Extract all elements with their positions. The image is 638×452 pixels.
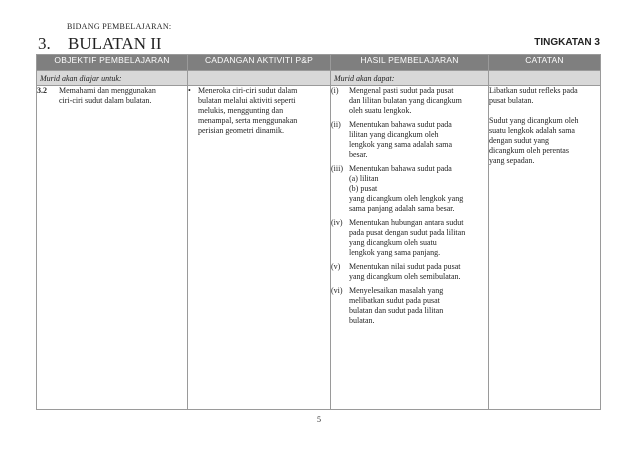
- outcome-item: [331, 164, 488, 214]
- note-paragraph: [489, 86, 600, 106]
- outcome-line: Menentukan bahawa sudut pada: [349, 164, 452, 173]
- activity-line: melukis, menggunting dan: [198, 106, 284, 115]
- learning-area-label: BIDANG PEMBELAJARAN:: [67, 22, 172, 31]
- outcome-numeral: (iv): [331, 218, 343, 227]
- outcome-line: yang dicangkum oleh lengkok yang: [349, 194, 464, 203]
- outcome-item: [331, 262, 488, 282]
- outcome-item: [331, 86, 488, 116]
- objective-number: 3.2: [37, 86, 47, 95]
- column-header-notes: CATATAN: [489, 55, 601, 71]
- outcome-line: Menentukan bahawa sudut pada: [349, 120, 452, 129]
- outcome-line: sama panjang adalah sama besar.: [349, 204, 455, 213]
- outcome-item: [331, 218, 488, 258]
- syllabus-table: [36, 54, 601, 410]
- subheader-empty: [489, 71, 601, 86]
- page-number: 5: [317, 415, 321, 424]
- outcome-line: Mengenal pasti sudut pada pusat: [349, 86, 454, 95]
- outcome-line: bulatan.: [349, 316, 375, 325]
- activity-cell: [188, 86, 331, 410]
- objective-line: Memahami dan menggunakan: [59, 86, 156, 95]
- outcomes-cell: [331, 86, 489, 410]
- outcome-line: Menentukan hubungan antara sudut: [349, 218, 464, 227]
- outcome-line: yang dicangkum oleh suatu: [349, 238, 437, 247]
- bullet-icon: •: [188, 86, 191, 95]
- activity-line: perisian geometri dinamik.: [198, 126, 284, 135]
- column-header-activity: CADANGAN AKTIVITI P&P: [188, 55, 331, 71]
- column-header-outcome: HASIL PEMBELAJARAN: [331, 55, 489, 71]
- outcome-line: oleh suatu lengkok.: [349, 106, 412, 115]
- outcome-numeral: (iii): [331, 164, 343, 173]
- objective-cell: [37, 86, 188, 410]
- activity-line: bulatan melalui aktiviti seperti: [198, 96, 296, 105]
- note-line: Libatkan sudut refleks pada: [489, 86, 578, 95]
- objective-line: ciri-ciri sudut dalam bulatan.: [59, 96, 152, 105]
- subheader-empty: [188, 71, 331, 86]
- subheader-able: Murid akan dapat:: [331, 71, 489, 86]
- topic-title: BULATAN II: [68, 34, 162, 53]
- topic-number: 3.: [38, 34, 51, 53]
- outcome-line: Menentukan nilai sudut pada pusat: [349, 262, 461, 271]
- outcome-item: [331, 286, 488, 326]
- outcome-line: pada pusat dengan sudut pada lilitan: [349, 228, 466, 237]
- outcome-numeral: (ii): [331, 120, 341, 129]
- outcome-line: (b) pusat: [349, 184, 378, 193]
- outcome-numeral: (i): [331, 86, 339, 95]
- outcome-line: (a) lilitan: [349, 174, 379, 183]
- note-line: dicangkum oleh perentas: [489, 146, 569, 155]
- outcome-line: Menyelesaikan masalah yang: [349, 286, 444, 295]
- note-paragraph: [489, 116, 600, 166]
- outcome-line: yang dicangkum oleh semibulatan.: [349, 272, 461, 281]
- outcome-line: besar.: [349, 150, 368, 159]
- outcome-line: lengkok yang sama adalah sama: [349, 140, 453, 149]
- column-header-objective: OBJEKTIF PEMBELAJARAN: [37, 55, 188, 71]
- note-line: suatu lengkok adalah sama: [489, 126, 575, 135]
- activity-line: Meneroka ciri-ciri sudut dalam: [198, 86, 298, 95]
- outcome-line: lilitan yang dicangkum oleh: [349, 130, 439, 139]
- outcome-item: [331, 120, 488, 160]
- outcome-numeral: (v): [331, 262, 341, 271]
- note-line: dengan sudut yang: [489, 136, 549, 145]
- outcome-numeral: (vi): [331, 286, 343, 295]
- outcome-line: dan lilitan bulatan yang dicangkum: [349, 96, 462, 105]
- note-line: pusat bulatan.: [489, 96, 534, 105]
- outcome-line: lengkok yang sama panjang.: [349, 248, 441, 257]
- form-level: TINGKATAN 3: [534, 37, 600, 48]
- notes-cell: [489, 86, 601, 410]
- activity-line: menampal, serta menggunakan: [198, 116, 298, 125]
- note-line: yang sepadan.: [489, 156, 535, 165]
- subheader-taught: Murid akan diajar untuk:: [37, 71, 188, 86]
- outcome-line: melibatkan sudut pada pusat: [349, 296, 440, 305]
- note-line: Sudut yang dicangkum oleh: [489, 116, 579, 125]
- outcome-line: bulatan dan sudut pada lilitan: [349, 306, 444, 315]
